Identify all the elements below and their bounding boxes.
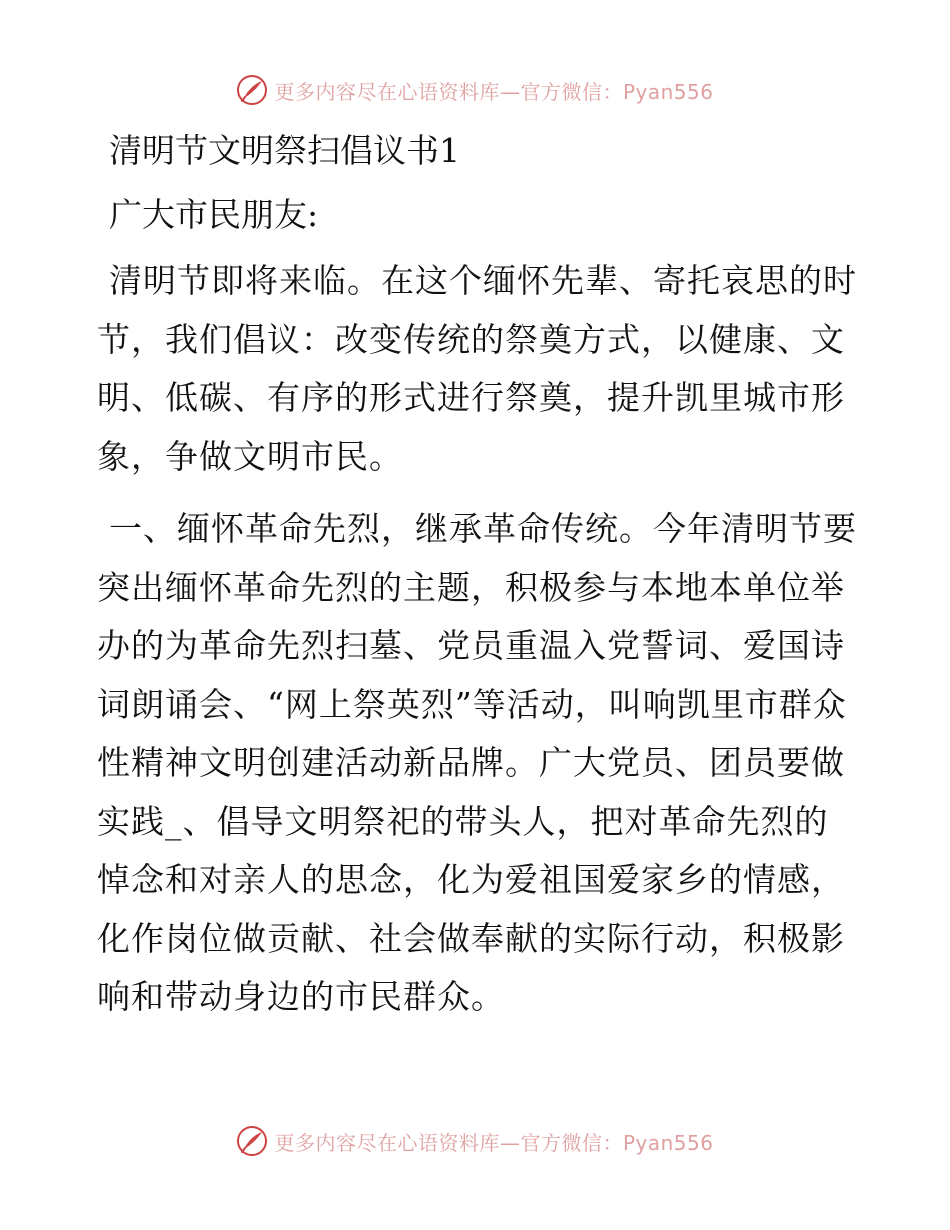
salutation: 广大市民朋友: <box>109 195 319 234</box>
watermark-text: 更多内容尽在心语资料库—官方微信：Pyan556 <box>274 1130 714 1155</box>
red-feather-logo-icon <box>236 1125 268 1157</box>
red-feather-logo-icon <box>236 74 268 106</box>
paragraph-section-one: 一、缅怀革命先烈，继承革命传统。今年清明节要突出缅怀革命先烈的主题，积极参与本地本单位举办的为革命先烈扫墓、党员重温入党誓词、爱国诗词朗诵会、“网上祭英烈”等活动，叫响凯里市群众性精神文明创建活动新品牌。广大党员、团员要做实践_、倡导文明祭祀的带头人，把对革命先烈的悼念和对亲人的思念，化为爱祖国爱家乡的情感，化作岗位做贡献、社会做奉献的实际行动，积极影响和带动身边的市民群众。 <box>97 509 857 1016</box>
document-body <box>97 122 857 1027</box>
document-title: 清明节文明祭扫倡议书1 <box>109 131 460 170</box>
header-watermark <box>0 73 950 107</box>
watermark-text: 更多内容尽在心语资料库—官方微信：Pyan556 <box>274 79 714 104</box>
footer-watermark <box>0 1124 950 1158</box>
paragraph-intro: 清明节即将来临。在这个缅怀先辈、寄托哀思的时节，我们倡议：改变传统的祭奠方式，以健康、文明、低碳、有序的形式进行祭奠，提升凯里城市形象，争做文明市民。 <box>97 261 857 476</box>
